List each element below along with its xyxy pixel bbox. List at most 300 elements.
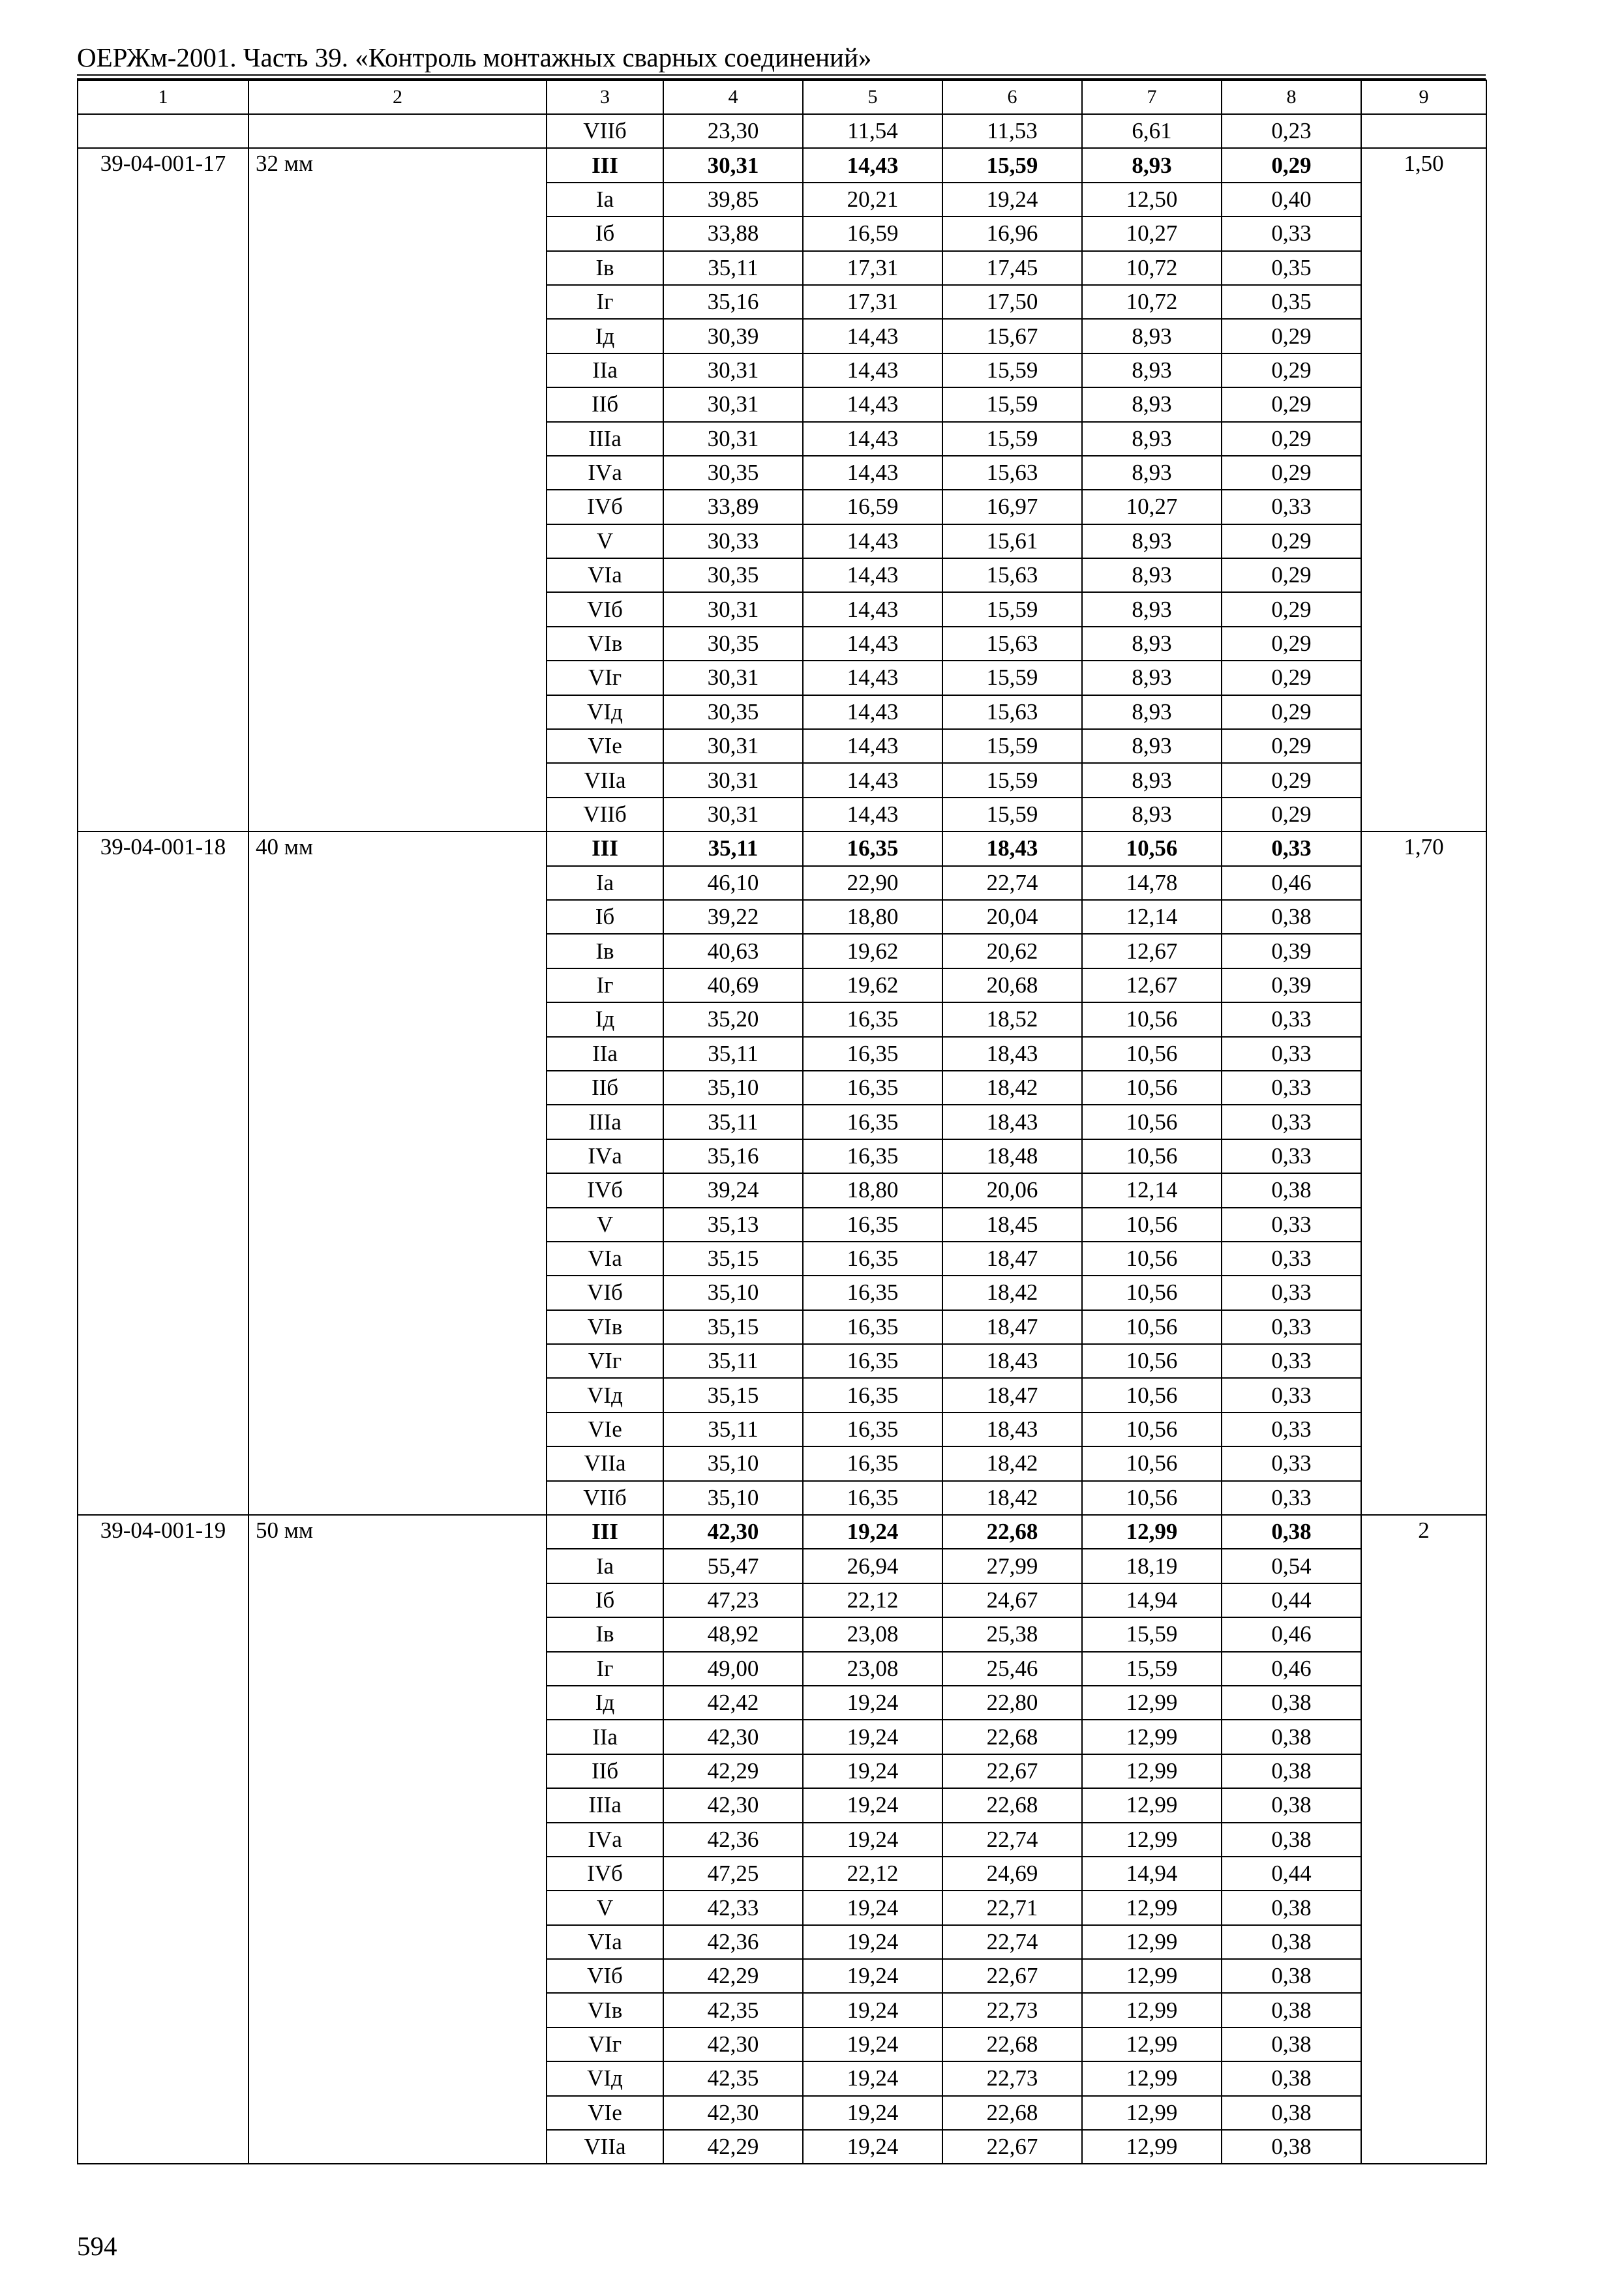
value-cell: 19,24	[803, 1993, 942, 2027]
value-cell: 35,11	[663, 1413, 803, 1446]
zone-cell: VIа	[547, 558, 663, 592]
rate-description: 40 мм	[248, 831, 547, 1515]
zone-cell: Iд	[547, 1002, 663, 1036]
value-cell: 19,62	[803, 968, 942, 1002]
value-cell: 22,74	[942, 1823, 1082, 1857]
value-cell: 22,80	[942, 1686, 1082, 1720]
value-cell: 42,36	[663, 1925, 803, 1959]
value-cell: 10,56	[1082, 1002, 1222, 1036]
value-cell: 35,11	[663, 251, 803, 285]
zone-cell: VIб	[547, 1959, 663, 1993]
zone-cell: VIIб	[547, 1481, 663, 1515]
value-cell: 17,50	[942, 285, 1082, 319]
value-cell: 16,35	[803, 1378, 942, 1412]
value-cell: 27,99	[942, 1549, 1082, 1583]
zone-cell: III	[547, 1515, 663, 1549]
zone-cell: VIв	[547, 627, 663, 661]
zone-cell: Iв	[547, 251, 663, 285]
value-cell: 17,31	[803, 285, 942, 319]
table-cell: 11,53	[942, 114, 1082, 148]
zone-cell: VIе	[547, 729, 663, 763]
value-cell: 0,38	[1222, 1515, 1361, 1549]
zone-cell: VIе	[547, 2096, 663, 2130]
value-cell: 22,68	[942, 2027, 1082, 2061]
zone-cell: VIб	[547, 592, 663, 626]
value-cell: 22,12	[803, 1857, 942, 1891]
column-number: 5	[803, 80, 942, 114]
value-cell: 16,35	[803, 1310, 942, 1344]
zone-cell: V	[547, 1891, 663, 1924]
value-cell: 10,72	[1082, 251, 1222, 285]
zone-cell: IIа	[547, 1720, 663, 1754]
value-cell: 0,38	[1222, 2061, 1361, 2095]
value-cell: 47,25	[663, 1857, 803, 1891]
zone-cell: VIа	[547, 1925, 663, 1959]
value-cell: 0,40	[1222, 183, 1361, 217]
value-cell: 25,46	[942, 1652, 1082, 1686]
value-cell: 22,67	[942, 1959, 1082, 1993]
value-cell: 16,35	[803, 1276, 942, 1309]
value-cell: 20,21	[803, 183, 942, 217]
zone-cell: VIв	[547, 1993, 663, 2027]
value-cell: 15,59	[942, 661, 1082, 695]
value-cell: 19,24	[803, 2027, 942, 2061]
value-cell: 18,42	[942, 1276, 1082, 1309]
value-cell: 47,23	[663, 1583, 803, 1617]
value-cell: 20,06	[942, 1173, 1082, 1207]
page-header-title: ОЕРЖм-2001. Часть 39. «Контроль монтажных сварных соединений»	[77, 42, 872, 72]
value-cell: 22,68	[942, 1788, 1082, 1822]
value-cell: 25,38	[942, 1617, 1082, 1651]
value-cell: 0,29	[1222, 763, 1361, 797]
value-cell: 35,11	[663, 1344, 803, 1378]
value-cell: 8,93	[1082, 592, 1222, 626]
value-cell: 0,33	[1222, 1002, 1361, 1036]
value-cell: 16,35	[803, 1413, 942, 1446]
value-cell: 42,30	[663, 1515, 803, 1549]
value-cell: 15,59	[1082, 1652, 1222, 1686]
value-cell: 16,35	[803, 1481, 942, 1515]
value-cell: 10,56	[1082, 1310, 1222, 1344]
empty-cell	[248, 114, 547, 148]
value-cell: 0,38	[1222, 2130, 1361, 2164]
zone-cell: Iг	[547, 968, 663, 1002]
value-cell: 30,35	[663, 627, 803, 661]
value-cell: 22,71	[942, 1891, 1082, 1924]
value-cell: 10,56	[1082, 1413, 1222, 1446]
empty-cell	[78, 114, 248, 148]
value-cell: 16,35	[803, 1242, 942, 1276]
value-cell: 17,45	[942, 251, 1082, 285]
value-cell: 15,59	[942, 422, 1082, 456]
value-cell: 33,88	[663, 217, 803, 250]
zone-cell: IVа	[547, 456, 663, 490]
value-cell: 40,69	[663, 968, 803, 1002]
value-cell: 8,93	[1082, 729, 1222, 763]
value-cell: 16,59	[803, 217, 942, 250]
value-cell: 0,38	[1222, 2096, 1361, 2130]
value-cell: 16,35	[803, 1105, 942, 1139]
value-cell: 16,35	[803, 1208, 942, 1242]
table-row	[78, 831, 1486, 865]
zone-cell: VIг	[547, 661, 663, 695]
value-cell: 24,67	[942, 1583, 1082, 1617]
value-cell: 14,43	[803, 627, 942, 661]
zone-cell: VIа	[547, 1242, 663, 1276]
value-cell: 10,56	[1082, 1037, 1222, 1071]
value-cell: 42,29	[663, 2130, 803, 2164]
column-number: 8	[1222, 80, 1361, 114]
value-cell: 18,52	[942, 1002, 1082, 1036]
value-cell: 0,29	[1222, 661, 1361, 695]
zone-cell: VIг	[547, 2027, 663, 2061]
value-cell: 0,29	[1222, 524, 1361, 558]
value-cell: 8,93	[1082, 353, 1222, 387]
value-cell: 12,99	[1082, 2061, 1222, 2095]
value-cell: 0,33	[1222, 1071, 1361, 1105]
value-cell: 0,29	[1222, 353, 1361, 387]
header-double-rule	[77, 74, 1486, 80]
value-cell: 19,24	[803, 1686, 942, 1720]
value-cell: 18,42	[942, 1481, 1082, 1515]
zone-cell: VIг	[547, 1344, 663, 1378]
value-cell: 22,74	[942, 1925, 1082, 1959]
value-cell: 8,93	[1082, 627, 1222, 661]
value-cell: 35,11	[663, 831, 803, 865]
zone-cell: IIIа	[547, 1788, 663, 1822]
value-cell: 35,10	[663, 1481, 803, 1515]
value-cell: 30,31	[663, 353, 803, 387]
value-cell: 42,35	[663, 2061, 803, 2095]
value-cell: 42,30	[663, 1720, 803, 1754]
value-cell: 8,93	[1082, 456, 1222, 490]
page-number: 594	[77, 2231, 117, 2261]
coefficient-cell: 2	[1361, 1515, 1486, 2164]
value-cell: 14,43	[803, 148, 942, 182]
value-cell: 0,33	[1222, 1310, 1361, 1344]
zone-cell: Iа	[547, 183, 663, 217]
value-cell: 30,35	[663, 558, 803, 592]
value-cell: 15,67	[942, 319, 1082, 353]
value-cell: 30,39	[663, 319, 803, 353]
value-cell: 0,44	[1222, 1583, 1361, 1617]
value-cell: 0,38	[1222, 1959, 1361, 1993]
column-number: 4	[663, 80, 803, 114]
value-cell: 15,59	[942, 148, 1082, 182]
zone-cell: IVб	[547, 1857, 663, 1891]
value-cell: 19,24	[942, 183, 1082, 217]
value-cell: 16,35	[803, 1002, 942, 1036]
value-cell: 19,24	[803, 1515, 942, 1549]
value-cell: 15,63	[942, 627, 1082, 661]
zone-cell: VIв	[547, 1310, 663, 1344]
value-cell: 12,99	[1082, 1515, 1222, 1549]
table-row	[78, 1515, 1486, 1549]
value-cell: 39,24	[663, 1173, 803, 1207]
value-cell: 8,93	[1082, 558, 1222, 592]
value-cell: 0,33	[1222, 1378, 1361, 1412]
value-cell: 0,38	[1222, 2027, 1361, 2061]
zone-cell: Iг	[547, 1652, 663, 1686]
value-cell: 16,96	[942, 217, 1082, 250]
table-cell: VIIб	[547, 114, 663, 148]
zone-cell: VIд	[547, 695, 663, 729]
value-cell: 10,56	[1082, 1344, 1222, 1378]
value-cell: 55,47	[663, 1549, 803, 1583]
value-cell: 19,24	[803, 1891, 942, 1924]
value-cell: 18,80	[803, 1173, 942, 1207]
zone-cell: VIIа	[547, 763, 663, 797]
value-cell: 12,99	[1082, 1788, 1222, 1822]
value-cell: 0,33	[1222, 217, 1361, 250]
value-cell: 0,39	[1222, 968, 1361, 1002]
column-number-row	[78, 80, 1486, 114]
value-cell: 42,30	[663, 2027, 803, 2061]
column-number: 7	[1082, 80, 1222, 114]
value-cell: 0,38	[1222, 900, 1361, 934]
rate-code: 39-04-001-19	[78, 1515, 248, 2164]
value-cell: 35,10	[663, 1446, 803, 1480]
zone-cell: VIд	[547, 2061, 663, 2095]
zone-cell: VIб	[547, 1276, 663, 1309]
value-cell: 23,08	[803, 1652, 942, 1686]
value-cell: 30,31	[663, 387, 803, 421]
value-cell: 0,29	[1222, 148, 1361, 182]
value-cell: 10,27	[1082, 217, 1222, 250]
value-cell: 0,38	[1222, 1788, 1361, 1822]
value-cell: 14,43	[803, 558, 942, 592]
value-cell: 10,56	[1082, 1446, 1222, 1480]
continuation-row	[78, 114, 1486, 148]
value-cell: 0,46	[1222, 866, 1361, 900]
zone-cell: VIд	[547, 1378, 663, 1412]
value-cell: 0,29	[1222, 592, 1361, 626]
zone-cell: Iв	[547, 1617, 663, 1651]
value-cell: 18,43	[942, 1413, 1082, 1446]
value-cell: 8,93	[1082, 524, 1222, 558]
value-cell: 39,85	[663, 183, 803, 217]
coefficient-cell: 1,70	[1361, 831, 1486, 1515]
value-cell: 30,31	[663, 148, 803, 182]
table-cell: 11,54	[803, 114, 942, 148]
zone-cell: IIб	[547, 387, 663, 421]
column-number: 6	[942, 80, 1082, 114]
value-cell: 8,93	[1082, 387, 1222, 421]
zone-cell: Iб	[547, 900, 663, 934]
value-cell: 30,31	[663, 763, 803, 797]
value-cell: 35,13	[663, 1208, 803, 1242]
value-cell: 0,38	[1222, 1754, 1361, 1788]
value-cell: 15,59	[1082, 1617, 1222, 1651]
value-cell: 49,00	[663, 1652, 803, 1686]
value-cell: 0,38	[1222, 1891, 1361, 1924]
value-cell: 16,35	[803, 1446, 942, 1480]
value-cell: 19,62	[803, 934, 942, 968]
empty-cell	[1361, 114, 1486, 148]
value-cell: 14,43	[803, 798, 942, 831]
zone-cell: III	[547, 148, 663, 182]
value-cell: 30,31	[663, 592, 803, 626]
value-cell: 35,10	[663, 1071, 803, 1105]
value-cell: 12,99	[1082, 1823, 1222, 1857]
value-cell: 42,36	[663, 1823, 803, 1857]
rate-description: 32 мм	[248, 148, 547, 831]
value-cell: 30,33	[663, 524, 803, 558]
value-cell: 14,43	[803, 729, 942, 763]
value-cell: 12,14	[1082, 1173, 1222, 1207]
value-cell: 19,24	[803, 1720, 942, 1754]
value-cell: 0,46	[1222, 1652, 1361, 1686]
value-cell: 12,14	[1082, 900, 1222, 934]
value-cell: 19,24	[803, 1788, 942, 1822]
value-cell: 18,47	[942, 1310, 1082, 1344]
value-cell: 30,31	[663, 422, 803, 456]
value-cell: 14,94	[1082, 1583, 1222, 1617]
value-cell: 0,38	[1222, 1173, 1361, 1207]
value-cell: 0,29	[1222, 627, 1361, 661]
value-cell: 15,59	[942, 387, 1082, 421]
value-cell: 8,93	[1082, 695, 1222, 729]
value-cell: 19,24	[803, 1925, 942, 1959]
value-cell: 8,93	[1082, 798, 1222, 831]
value-cell: 19,24	[803, 1823, 942, 1857]
value-cell: 0,33	[1222, 1242, 1361, 1276]
value-cell: 0,39	[1222, 934, 1361, 968]
value-cell: 12,99	[1082, 2130, 1222, 2164]
value-cell: 0,33	[1222, 831, 1361, 865]
value-cell: 22,68	[942, 1720, 1082, 1754]
value-cell: 35,15	[663, 1242, 803, 1276]
zone-cell: Iд	[547, 1686, 663, 1720]
value-cell: 18,42	[942, 1071, 1082, 1105]
value-cell: 12,67	[1082, 934, 1222, 968]
table-cell: 23,30	[663, 114, 803, 148]
value-cell: 22,90	[803, 866, 942, 900]
value-cell: 8,93	[1082, 763, 1222, 797]
value-cell: 10,56	[1082, 1071, 1222, 1105]
value-cell: 0,33	[1222, 1481, 1361, 1515]
coefficient-cell: 1,50	[1361, 148, 1486, 831]
value-cell: 22,68	[942, 2096, 1082, 2130]
value-cell: 15,61	[942, 524, 1082, 558]
value-cell: 19,24	[803, 1959, 942, 1993]
value-cell: 18,43	[942, 1037, 1082, 1071]
zone-cell: V	[547, 524, 663, 558]
value-cell: 18,42	[942, 1446, 1082, 1480]
value-cell: 0,29	[1222, 558, 1361, 592]
value-cell: 14,43	[803, 422, 942, 456]
value-cell: 15,59	[942, 798, 1082, 831]
value-cell: 0,29	[1222, 729, 1361, 763]
zone-cell: IVа	[547, 1823, 663, 1857]
rate-code: 39-04-001-18	[78, 831, 248, 1515]
value-cell: 18,48	[942, 1139, 1082, 1173]
value-cell: 15,59	[942, 763, 1082, 797]
value-cell: 48,92	[663, 1617, 803, 1651]
value-cell: 19,24	[803, 2061, 942, 2095]
zone-cell: IIб	[547, 1754, 663, 1788]
value-cell: 39,22	[663, 900, 803, 934]
value-cell: 30,31	[663, 798, 803, 831]
value-cell: 19,24	[803, 2130, 942, 2164]
value-cell: 0,38	[1222, 1925, 1361, 1959]
zone-cell: Iг	[547, 285, 663, 319]
value-cell: 18,43	[942, 1344, 1082, 1378]
value-cell: 18,19	[1082, 1549, 1222, 1583]
value-cell: 0,35	[1222, 251, 1361, 285]
value-cell: 42,33	[663, 1891, 803, 1924]
value-cell: 18,47	[942, 1378, 1082, 1412]
zone-cell: IIб	[547, 1071, 663, 1105]
table-cell: 0,23	[1222, 114, 1361, 148]
value-cell: 0,29	[1222, 798, 1361, 831]
value-cell: 0,33	[1222, 1413, 1361, 1446]
value-cell: 10,56	[1082, 1378, 1222, 1412]
zone-cell: III	[547, 831, 663, 865]
value-cell: 15,59	[942, 353, 1082, 387]
value-cell: 15,59	[942, 729, 1082, 763]
value-cell: 15,63	[942, 456, 1082, 490]
value-cell: 16,59	[803, 490, 942, 524]
value-cell: 18,80	[803, 900, 942, 934]
value-cell: 8,93	[1082, 661, 1222, 695]
value-cell: 0,29	[1222, 387, 1361, 421]
value-cell: 0,46	[1222, 1617, 1361, 1651]
value-cell: 14,43	[803, 387, 942, 421]
zone-cell: VIIа	[547, 2130, 663, 2164]
value-cell: 22,73	[942, 1993, 1082, 2027]
value-cell: 20,62	[942, 934, 1082, 968]
value-cell: 12,99	[1082, 1891, 1222, 1924]
value-cell: 14,43	[803, 524, 942, 558]
value-cell: 8,93	[1082, 148, 1222, 182]
zone-cell: VIе	[547, 1413, 663, 1446]
value-cell: 14,43	[803, 661, 942, 695]
value-cell: 10,72	[1082, 285, 1222, 319]
value-cell: 42,30	[663, 1788, 803, 1822]
value-cell: 0,29	[1222, 695, 1361, 729]
value-cell: 16,35	[803, 1037, 942, 1071]
value-cell: 40,63	[663, 934, 803, 968]
value-cell: 18,45	[942, 1208, 1082, 1242]
value-cell: 14,43	[803, 456, 942, 490]
value-cell: 23,08	[803, 1617, 942, 1651]
value-cell: 14,94	[1082, 1857, 1222, 1891]
value-cell: 0,33	[1222, 1276, 1361, 1309]
value-cell: 0,35	[1222, 285, 1361, 319]
value-cell: 10,56	[1082, 831, 1222, 865]
zone-cell: IVа	[547, 1139, 663, 1173]
zone-cell: Iа	[547, 1549, 663, 1583]
value-cell: 35,11	[663, 1105, 803, 1139]
value-cell: 12,99	[1082, 1959, 1222, 1993]
zone-cell: Iв	[547, 934, 663, 968]
value-cell: 16,35	[803, 1071, 942, 1105]
value-cell: 12,99	[1082, 1925, 1222, 1959]
value-cell: 10,27	[1082, 490, 1222, 524]
value-cell: 0,29	[1222, 319, 1361, 353]
value-cell: 22,12	[803, 1583, 942, 1617]
value-cell: 22,67	[942, 2130, 1082, 2164]
value-cell: 19,24	[803, 2096, 942, 2130]
value-cell: 14,43	[803, 763, 942, 797]
value-cell: 0,38	[1222, 1823, 1361, 1857]
zone-cell: IIа	[547, 353, 663, 387]
value-cell: 0,33	[1222, 1139, 1361, 1173]
value-cell: 0,33	[1222, 490, 1361, 524]
value-cell: 30,35	[663, 456, 803, 490]
value-cell: 18,43	[942, 831, 1082, 865]
